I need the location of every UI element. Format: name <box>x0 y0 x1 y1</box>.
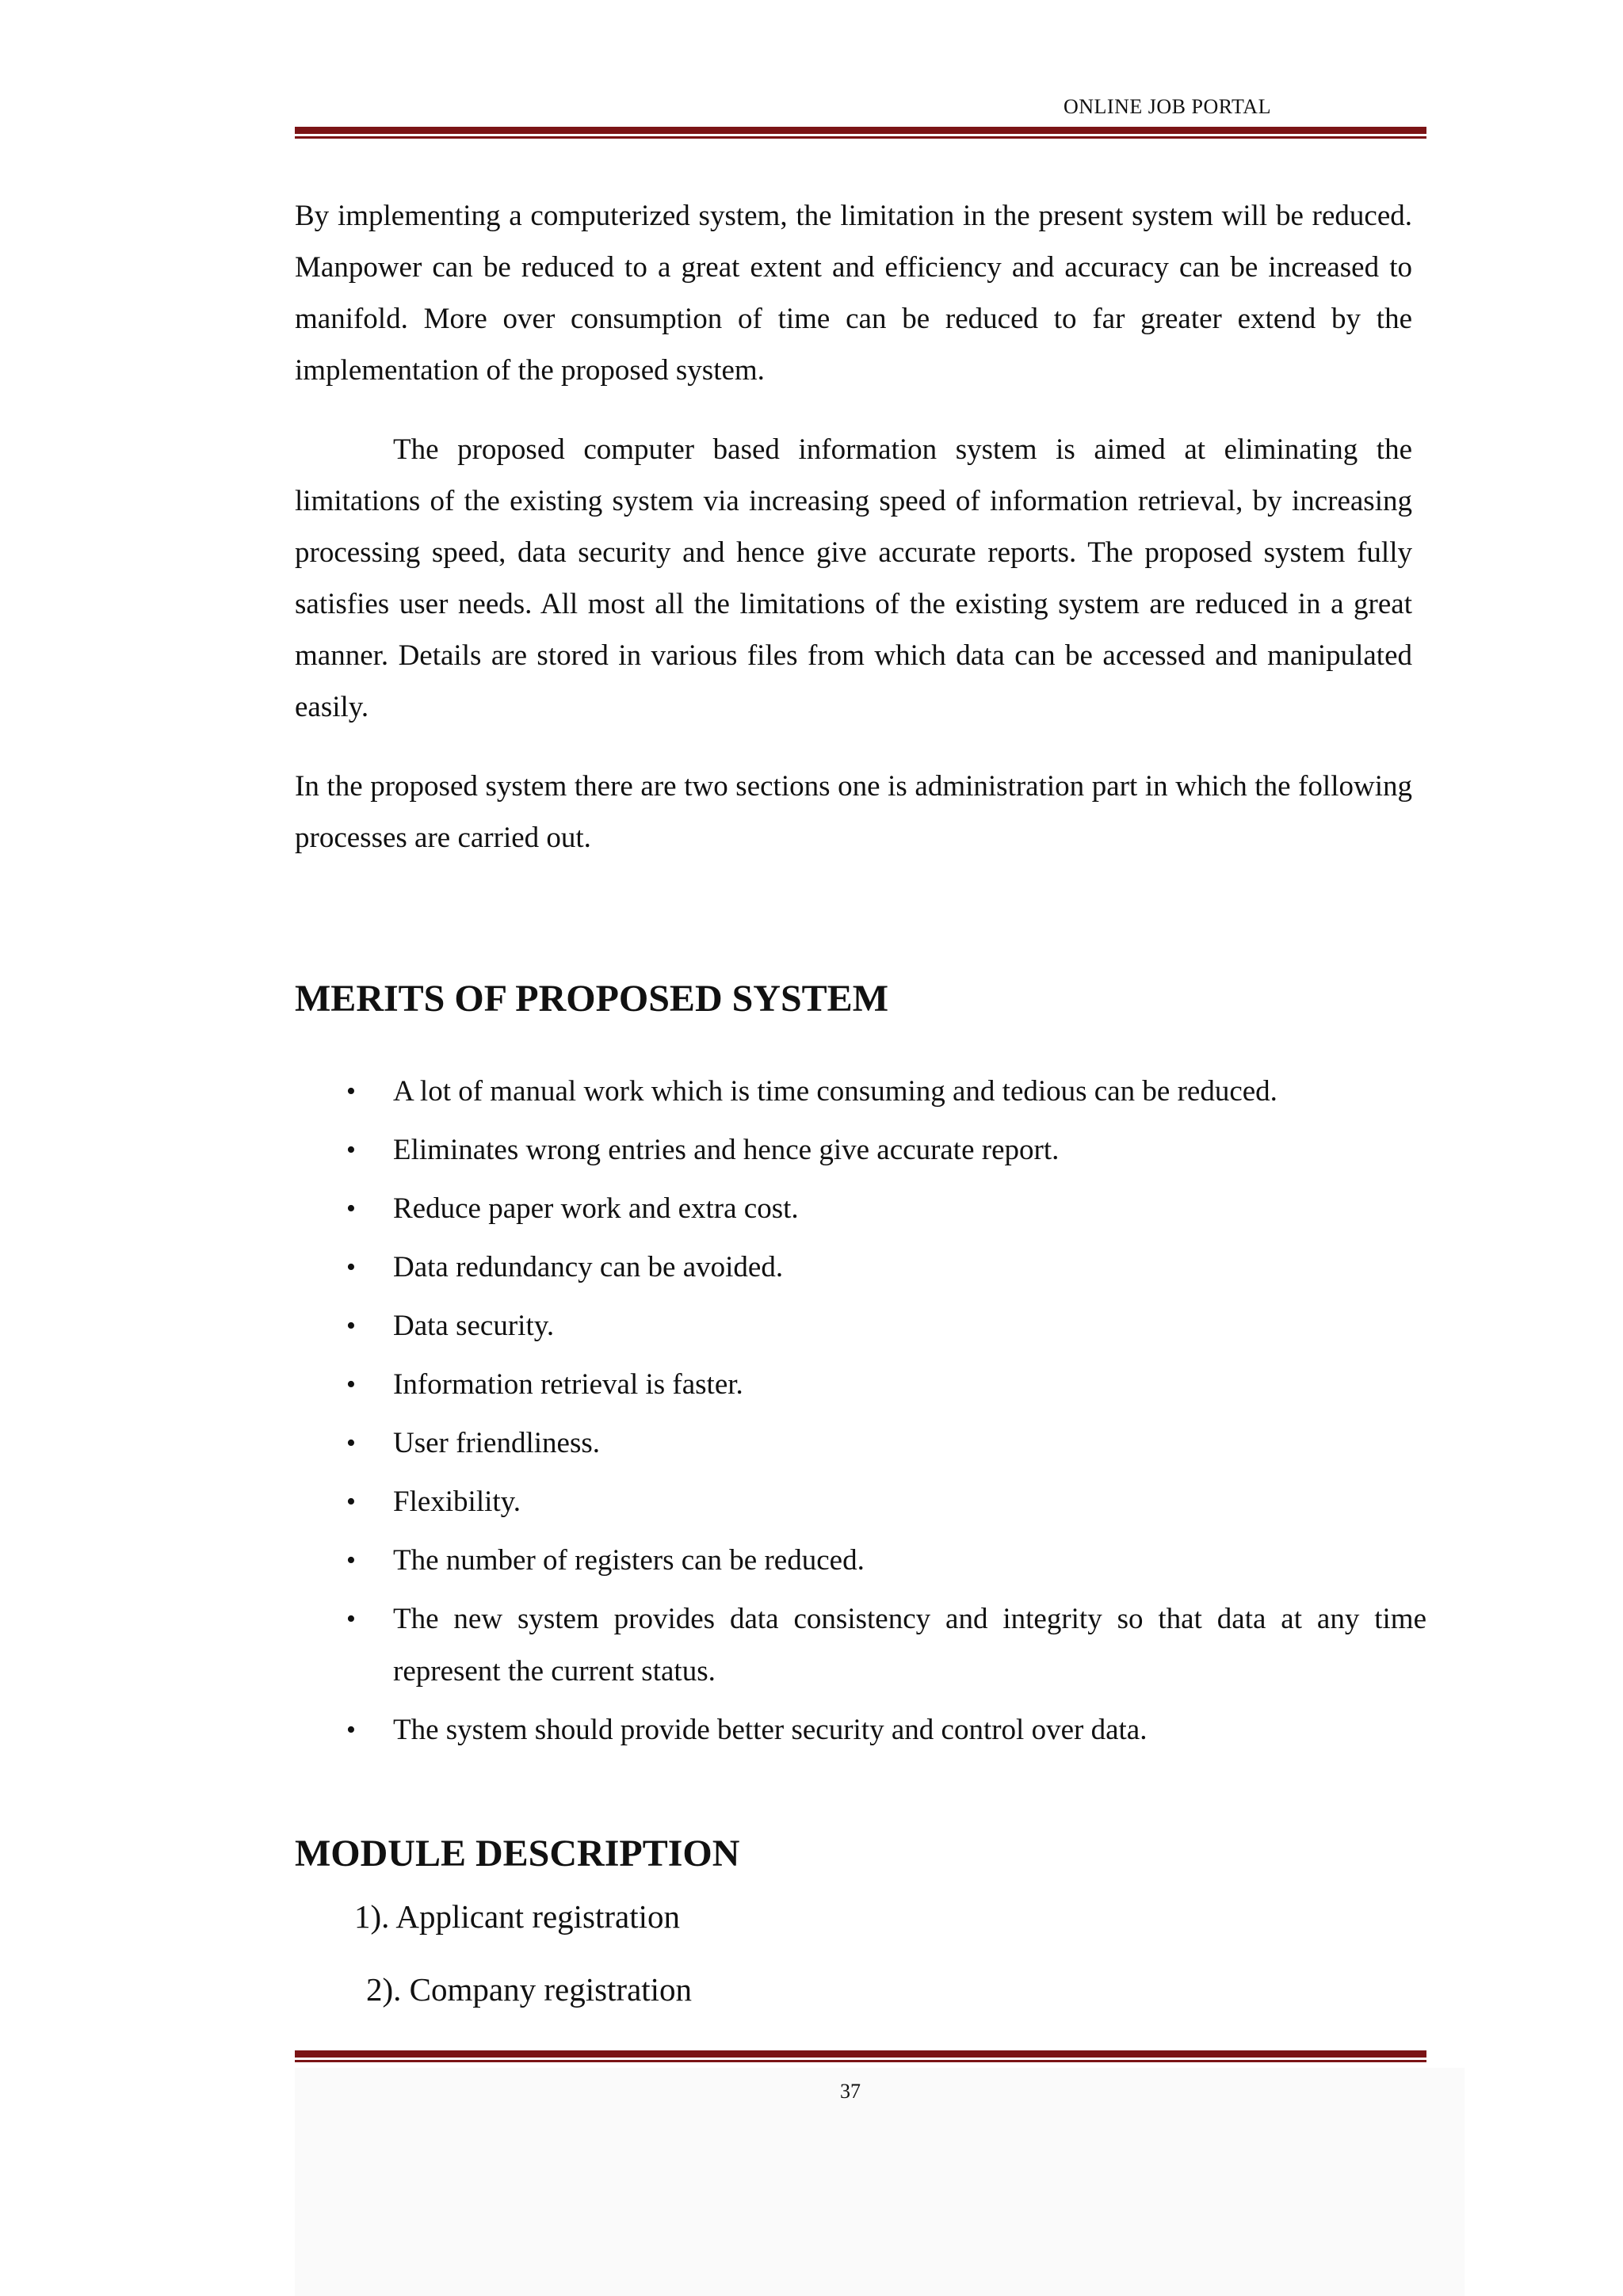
bullet-icon: • <box>346 1604 356 1634</box>
list-item: • A lot of manual work which is time consuming and tedious can be reduced. <box>295 1066 1426 1124</box>
list-item: • Information retrieval is faster. <box>295 1359 1426 1417</box>
list-item: • The new system provides data consistency and integrity so that data at any time represent the current status. <box>295 1593 1426 1704</box>
bullet-icon: • <box>346 1487 356 1516</box>
paragraph-2: The proposed computer based information system is aimed at eliminating the limitations of the existing system via increasing speed of information retrieval, by increasing processing speed, data security and hence give accurate reports. The proposed system fully satisfies user needs. All most all the limitations of the existing system are reduced in a great manner. Details are stored in various files from which data can be accessed and manipulated easily. <box>295 433 1412 723</box>
footer-rule-thick <box>295 2050 1426 2058</box>
header-rule-thick <box>295 127 1426 134</box>
list-item: • Data security. <box>295 1300 1426 1359</box>
paragraph-3: In the proposed system there are two sections one is administration part in which the following processes are carried out. <box>295 770 1412 854</box>
list-item: • The system should provide better security and control over data. <box>295 1704 1426 1763</box>
list-item: • Flexibility. <box>295 1476 1426 1535</box>
merits-heading: MERITS OF PROPOSED SYSTEM <box>295 978 888 1020</box>
list-item: • Eliminates wrong entries and hence give accurate report. <box>295 1124 1426 1183</box>
bullet-icon: • <box>346 1715 356 1745</box>
bullet-icon: • <box>346 1135 356 1165</box>
header-rule-thin <box>295 136 1426 139</box>
bullet-icon: • <box>346 1546 356 1575</box>
bullet-icon: • <box>346 1370 356 1399</box>
scan-shade <box>295 2068 1465 2296</box>
bullet-icon: • <box>346 1428 356 1458</box>
bullet-icon: • <box>346 1194 356 1223</box>
footer-rule-thin <box>295 2060 1426 2062</box>
bullet-icon: • <box>346 1311 356 1341</box>
module-item-applicant: 1). Applicant registration <box>354 1898 681 1935</box>
merits-list <box>295 1066 1426 1763</box>
list-item: • Data redundancy can be avoided. <box>295 1241 1426 1300</box>
module-heading: MODULE DESCRIPTION <box>295 1833 740 1875</box>
module-item-company: 2). Company registration <box>366 1971 693 2008</box>
bullet-icon: • <box>346 1253 356 1282</box>
list-item: • Reduce paper work and extra cost. <box>295 1183 1426 1241</box>
paragraph-1: By implementing a computerized system, the limitation in the present system will be reduced. Manpower can be reduced to a great extent and efficiency and accuracy can be increased to manifold. More over consumption of time can be reduced to far greater extend by the implementation of the proposed system. <box>295 200 1412 387</box>
list-item: • The number of registers can be reduced. <box>295 1535 1426 1593</box>
page-number: 37 <box>840 2080 861 2103</box>
bullet-icon: • <box>346 1077 356 1106</box>
running-header: ONLINE JOB PORTAL <box>1064 95 1271 118</box>
list-item: • User friendliness. <box>295 1417 1426 1476</box>
